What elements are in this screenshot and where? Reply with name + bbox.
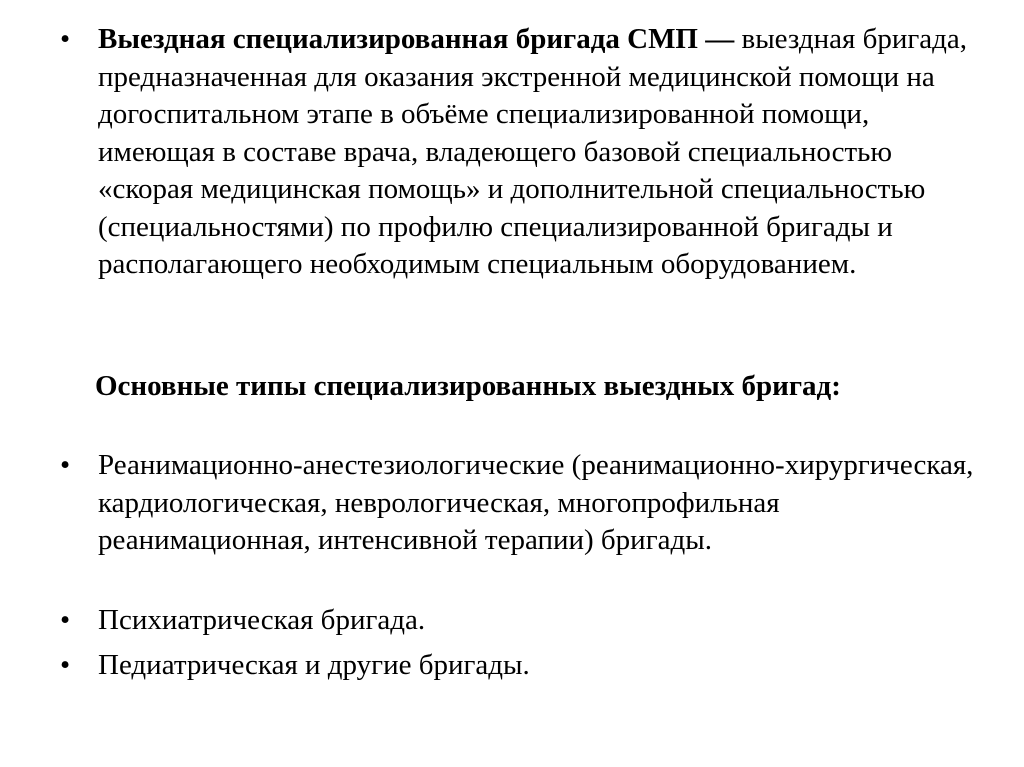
bullet-icon: • — [60, 649, 71, 681]
list-item-text: Психиатрическая бригада. — [98, 604, 426, 636]
definition-body: выездная бригада, предназначенная для оказания экстренной медицинской помощи на догоспитальном этапе в объёме специализированной помощи, имеющая в составе врача, владеющего базовой специальностью «скорая медицинская помощь» и дополнительной специальностью (специальностями) по профилю специализированной бригады и располагающего необходимым специальным оборудованием. — [98, 23, 967, 280]
list-item-text: Педиатрическая и другие бригады. — [98, 649, 530, 681]
bullet-icon: • — [60, 449, 71, 481]
definition-term: Выездная специализированная бригада СМП — [98, 23, 698, 55]
list-item-text: Реанимационно-анестезиологические (реанимационно-хирургическая, кардиологическая, неврологическая, многопрофильная реанимационная, интенсивной терапии) бригады. — [98, 449, 974, 556]
list-item — [60, 647, 980, 685]
list-item — [60, 602, 980, 640]
definition-dash: — — [698, 23, 742, 55]
bullet-icon: • — [60, 604, 71, 636]
definition-item — [60, 21, 980, 284]
definition-text — [98, 21, 980, 284]
list-item — [60, 447, 980, 560]
types-heading: Основные типы специализированных выездных бригад: — [95, 370, 841, 402]
bullet-icon: • — [60, 23, 71, 55]
